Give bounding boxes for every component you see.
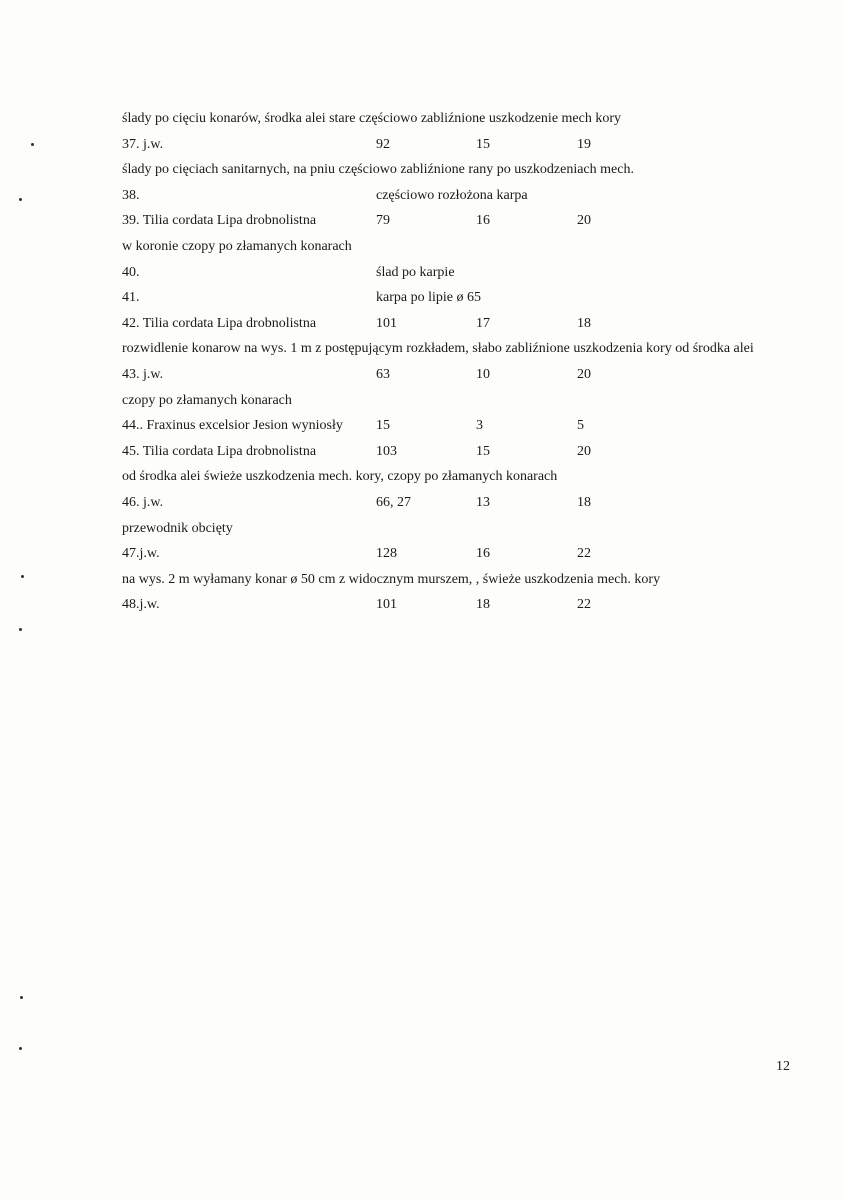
- tree-value-1: 79: [376, 213, 390, 228]
- tree-value-1: 63: [376, 367, 390, 382]
- tree-value-2: 15: [476, 137, 490, 152]
- tree-id-species: 47.j.w.: [122, 546, 160, 561]
- tree-id-species: 40.: [122, 265, 140, 280]
- tree-value-1: 101: [376, 597, 397, 612]
- tree-value-2: 3: [476, 418, 483, 433]
- tree-value-2: 17: [476, 316, 490, 331]
- tree-id-species: 38.: [122, 188, 140, 203]
- tree-note: od środka alei świeże uszkodzenia mech. kory, czopy po złamanych konarach: [122, 469, 558, 484]
- tree-value-1: 103: [376, 444, 397, 459]
- tree-id-species: 37. j.w.: [122, 137, 164, 152]
- tree-value-1: 128: [376, 546, 397, 561]
- tree-id-species: 42. Tilia cordata Lipa drobnolistna: [122, 316, 317, 331]
- tree-note: przewodnik obcięty: [122, 521, 233, 536]
- tree-value-3: 20: [577, 367, 591, 382]
- tree-note: czopy po złamanych konarach: [122, 393, 292, 408]
- tree-value-1: 66, 27: [376, 495, 411, 510]
- tree-value-1: częściowo rozłożona karpa: [376, 188, 528, 203]
- tree-value-3: 5: [577, 418, 584, 433]
- punch-mark: [31, 143, 34, 146]
- tree-id-species: 39. Tilia cordata Lipa drobnolistna: [122, 213, 317, 228]
- tree-value-3: 22: [577, 597, 591, 612]
- tree-value-2: 10: [476, 367, 490, 382]
- page-number: 12: [776, 1059, 790, 1074]
- tree-id-species: 48.j.w.: [122, 597, 160, 612]
- tree-value-2: 13: [476, 495, 490, 510]
- tree-id-species: 41.: [122, 290, 140, 305]
- tree-value-3: 19: [577, 137, 591, 152]
- punch-mark: [21, 575, 24, 578]
- tree-value-2: 15: [476, 444, 490, 459]
- tree-value-1: 101: [376, 316, 397, 331]
- tree-note: ślady po cięciu konarów, środka alei stare częściowo zabliźnione uszkodzenie mech kory: [122, 111, 622, 126]
- tree-value-3: 22: [577, 546, 591, 561]
- tree-note: ślady po cięciach sanitarnych, na pniu częściowo zabliźnione rany po uszkodzeniach mech.: [122, 162, 634, 177]
- tree-value-1: ślad po karpie: [376, 265, 455, 280]
- tree-id-species: 46. j.w.: [122, 495, 164, 510]
- tree-value-2: 18: [476, 597, 490, 612]
- tree-note: rozwidlenie konarow na wys. 1 m z postępującym rozkładem, słabo zabliźnione uszkodzenia kory od środka alei: [122, 341, 754, 356]
- tree-value-3: 20: [577, 444, 591, 459]
- punch-mark: [20, 996, 23, 999]
- punch-mark: [19, 628, 22, 631]
- tree-value-2: 16: [476, 546, 490, 561]
- tree-id-species: 43. j.w.: [122, 367, 164, 382]
- tree-value-3: 20: [577, 213, 591, 228]
- tree-value-1: 92: [376, 137, 390, 152]
- tree-value-2: 16: [476, 213, 490, 228]
- punch-mark: [19, 1047, 22, 1050]
- tree-value-1: karpa po lipie ø 65: [376, 290, 481, 305]
- tree-value-1: 15: [376, 418, 390, 433]
- tree-note: w koronie czopy po złamanych konarach: [122, 239, 352, 254]
- punch-mark: [19, 198, 22, 201]
- tree-id-species: 45. Tilia cordata Lipa drobnolistna: [122, 444, 317, 459]
- tree-value-3: 18: [577, 495, 591, 510]
- tree-note: na wys. 2 m wyłamany konar ø 50 cm z widocznym murszem, , świeże uszkodzenia mech. kory: [122, 572, 661, 587]
- tree-id-species: 44.. Fraxinus excelsior Jesion wyniosły: [122, 418, 343, 433]
- tree-value-3: 18: [577, 316, 591, 331]
